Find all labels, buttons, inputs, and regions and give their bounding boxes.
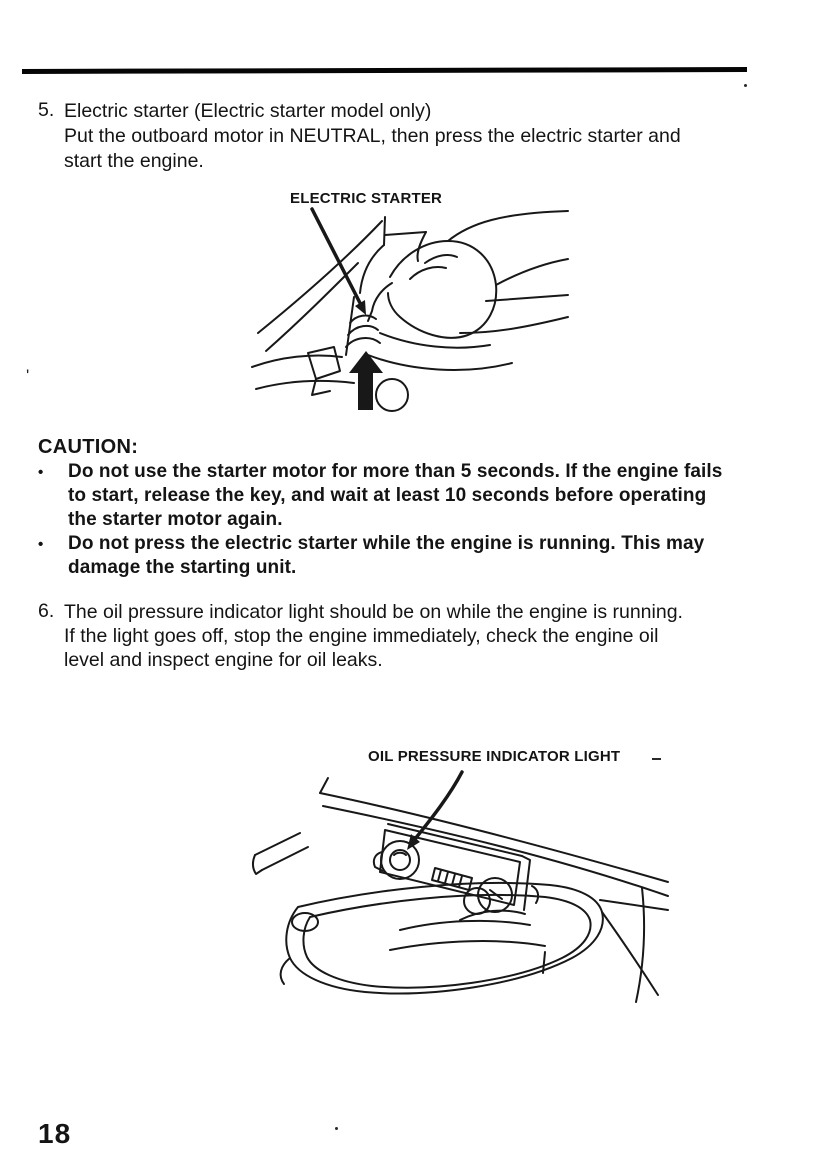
step-6 [38,600,683,672]
oil-pressure-light-illustration [250,770,670,1005]
step-5-line-2: Put the outboard motor in NEUTRAL, then press the electric starter and [64,125,681,147]
caution-list [38,460,722,580]
bullet-icon: • [38,464,44,481]
caution-1-line-2: to start, release the key, and wait at least 10 seconds before operating [68,485,707,506]
step-number: 5. [38,99,55,121]
step-6-line-1: The oil pressure indicator light should be on while the engine is running. [64,601,683,623]
scan-speck [744,84,747,87]
step-5-line-3: start the engine. [64,150,204,172]
handle-recess-inner [303,895,590,988]
leader-line [312,209,360,303]
step-6-line-2: If the light goes off, stop the engine immediately, check the engine oil [64,625,659,647]
figure1-label: ELECTRIC STARTER [290,190,443,207]
caution-1-line-3: the starter motor again. [68,509,283,530]
leader-line [415,772,462,839]
electric-starter-figure [250,205,570,420]
top-rule [22,67,747,74]
scan-speck [335,1127,338,1130]
grommet-circle [376,379,408,411]
electric-starter-illustration [250,205,570,420]
page-number: 18 [38,1118,72,1149]
oil-pressure-light-figure [250,770,670,1005]
step-number: 6. [38,600,55,622]
figure2-label: OIL PRESSURE INDICATOR LIGHT [368,748,621,765]
caution-1-line-1: Do not use the starter motor for more than 5 seconds. If the engine fails [68,461,723,482]
step-6-line-3: level and inspect engine for oil leaks. [64,649,383,671]
caution-2-line-2: damage the starting unit. [68,557,297,578]
caution-heading: CAUTION: [38,436,139,458]
caution-2-line-1: Do not press the electric starter while the engine is running. This may [68,533,705,554]
caution-bullet-2 [38,532,722,580]
scan-mark-apostrophe: ' [26,366,30,385]
step-5-line-1: Electric starter (Electric starter model only) [64,100,432,122]
caution-bullet-1 [38,460,722,532]
scan-speck [652,758,661,760]
step-5 [38,99,681,174]
bullet-icon: • [38,536,44,553]
